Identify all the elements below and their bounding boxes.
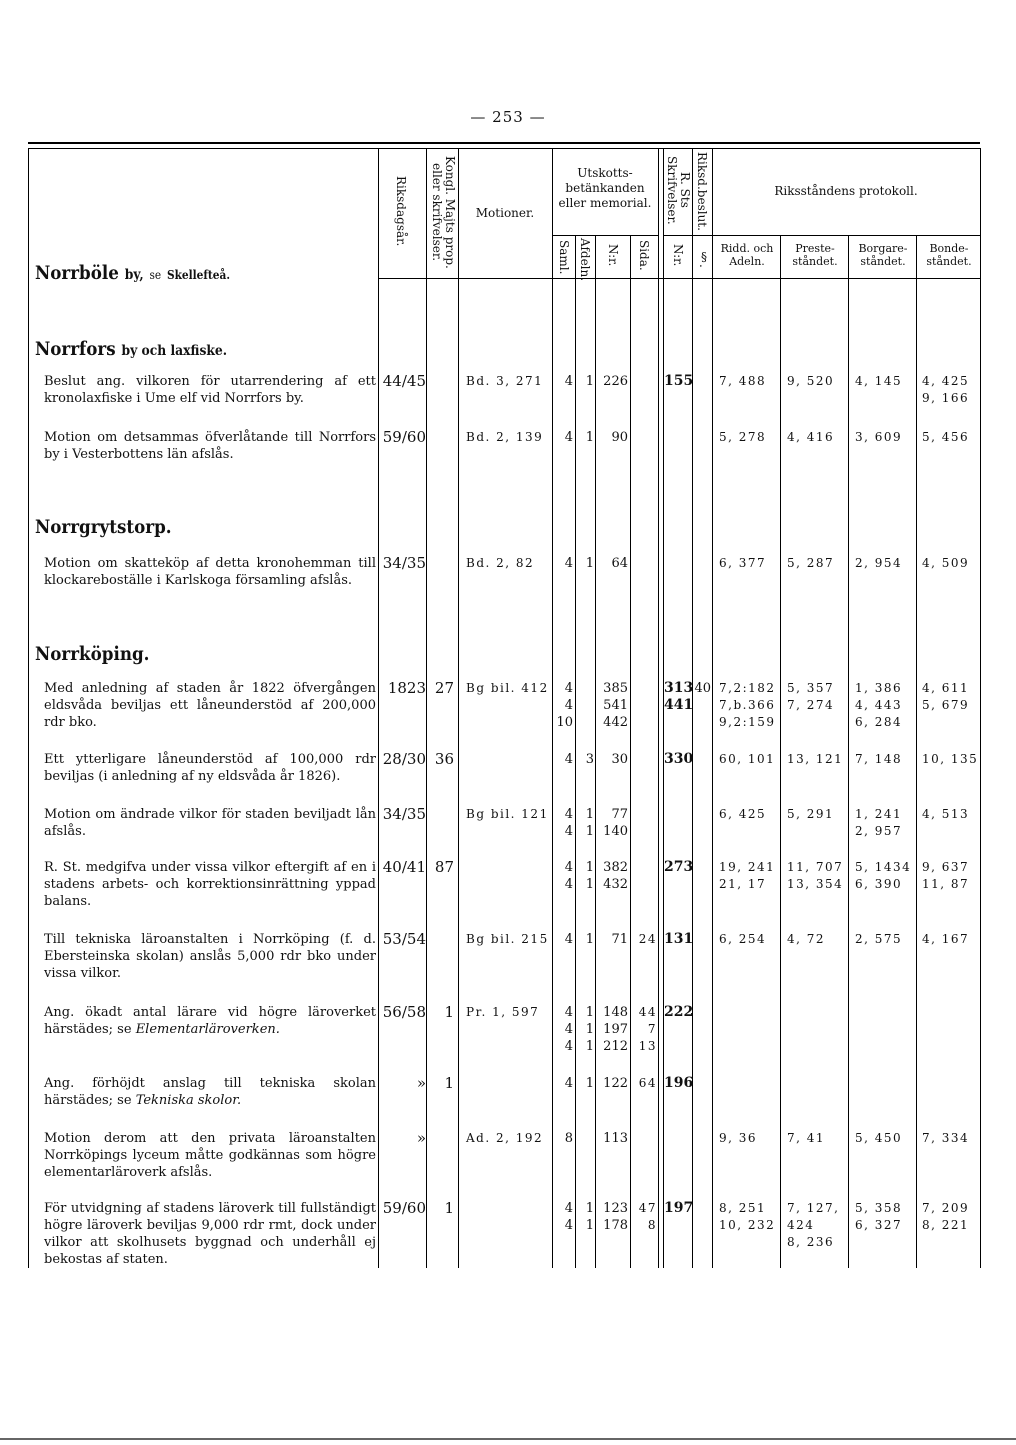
cell-prop: 1 bbox=[444, 1199, 454, 1217]
cell-nr: 123 178 bbox=[603, 1201, 628, 1233]
header-sida: Sida. bbox=[637, 240, 651, 271]
cell-nr: 71 bbox=[611, 932, 628, 947]
cell-nr: 226 bbox=[603, 374, 628, 389]
header-rsts-nr: N:r. bbox=[671, 244, 685, 267]
cell-borgare: 1, 241 2, 957 bbox=[855, 807, 903, 838]
cell-preste: 5, 291 bbox=[787, 807, 835, 821]
cell-ridd: 6, 254 bbox=[719, 932, 767, 946]
heading-norrkoping bbox=[35, 643, 150, 665]
cell-year: 59/60 bbox=[382, 428, 426, 446]
row-description-text: Ang. ökadt antal lärare vid högre läroverket härstädes; se bbox=[44, 1005, 376, 1037]
cell-year: 28/30 bbox=[382, 750, 426, 768]
heading-norrfors bbox=[35, 338, 227, 360]
cell-saml: 4 bbox=[564, 1076, 573, 1091]
cell-saml: 4 bbox=[564, 556, 573, 571]
row-description: Ett ytterligare låneunderstöd af 100,000 rdr beviljas (i anledning af ny eldsvåda år 1826). bbox=[44, 752, 376, 784]
cell-saml: 4 bbox=[564, 752, 573, 767]
cell-sida: 64 bbox=[638, 1076, 657, 1090]
cell-saml: 4 4 bbox=[564, 807, 573, 839]
cell-borgare: 4, 145 bbox=[855, 374, 903, 388]
cell-afd: 3 bbox=[585, 752, 594, 767]
cell-preste: 7, 41 bbox=[787, 1131, 826, 1145]
cell-afd: 1 1 1 bbox=[585, 1005, 594, 1054]
cell-year: 1823 bbox=[387, 679, 426, 697]
cell-bonde: 10, 135 bbox=[922, 752, 979, 766]
cell-bonde: 9, 637 11, 87 bbox=[922, 860, 970, 891]
cell-preste: 5, 357 7, 274 bbox=[787, 681, 835, 712]
cell-preste: 11, 707 13, 354 bbox=[787, 860, 844, 891]
cell-nr: 90 bbox=[611, 430, 628, 445]
page-number: — 253 — bbox=[470, 108, 546, 126]
cell-nr: 385 541 442 bbox=[603, 681, 628, 730]
row-description bbox=[44, 1004, 376, 1038]
cell-nr: 30 bbox=[611, 752, 628, 767]
cell-afd: 1 bbox=[585, 430, 594, 445]
header-ridd: Ridd. och Adeln. bbox=[720, 242, 774, 268]
cell-prop: 1 bbox=[444, 1003, 454, 1021]
cell-par: 40 bbox=[694, 681, 711, 696]
header-protokoll: Riksståndens protokoll. bbox=[774, 184, 918, 198]
cell-motion: Ad. 2, 192 bbox=[466, 1131, 544, 1145]
cell-saml: 4 bbox=[564, 374, 573, 389]
header-riksd-beslut: Riksd.beslut. bbox=[695, 152, 709, 231]
cell-skr: 273 bbox=[664, 859, 694, 875]
row-description: För utvidgning af stadens läroverk till fullständigt högre läroverk beviljas 9,000 rdr rmt, dock under vilkor att skolhusets byggnad och underhåll ej bekostas af staten. bbox=[44, 1201, 376, 1267]
cell-year: 56/58 bbox=[382, 1003, 426, 1021]
row-reference: Elementarläroverken. bbox=[135, 1022, 280, 1037]
scan-edge bbox=[0, 1438, 1016, 1440]
cell-bonde: 4, 611 5, 679 bbox=[922, 681, 970, 712]
row-description: Motion om ändrade vilkor för staden beviljadt lån afslås. bbox=[44, 807, 376, 839]
cell-ridd: 8, 251 10, 232 bbox=[719, 1201, 776, 1232]
cell-year: 40/41 bbox=[382, 858, 426, 876]
cell-sida: 44 7 13 bbox=[638, 1005, 657, 1053]
top-rule bbox=[28, 142, 980, 144]
header-nr: N:r. bbox=[606, 244, 620, 267]
cell-saml: 4 4 10 bbox=[556, 681, 573, 730]
cell-bonde: 7, 209 8, 221 bbox=[922, 1201, 970, 1232]
cell-prop: 27 bbox=[434, 679, 454, 697]
cell-year: » bbox=[416, 1129, 426, 1147]
cell-skr: 155 bbox=[664, 373, 694, 389]
header-borgare: Borgare- ståndet. bbox=[858, 242, 908, 268]
header-kongl: Kongl. Majts prop. eller skrifvelser. bbox=[430, 155, 457, 269]
header-utskotts: Utskotts- betänkanden eller memorial. bbox=[558, 166, 652, 210]
header-preste: Preste- ståndet. bbox=[792, 242, 838, 268]
heading-sub: by och laxfiske. bbox=[121, 343, 228, 359]
cell-sida: 47 8 bbox=[638, 1201, 657, 1232]
header-rsts: R. Sts Skrifvelser. bbox=[665, 155, 692, 225]
heading-sub: by, bbox=[124, 267, 144, 283]
cell-afd: 1 bbox=[585, 1076, 594, 1091]
header-saml: Saml. bbox=[557, 240, 571, 275]
cell-nr: 382 432 bbox=[603, 860, 628, 892]
row-description: Med anledning af staden år 1822 öfvergången eldsvåda beviljas ett låneunderstöd af 200,000 rdr bko. bbox=[44, 681, 376, 730]
heading-title: Norrböle bbox=[35, 262, 119, 284]
header-riksdagsar: Riksdagsår. bbox=[394, 176, 408, 247]
cell-borgare: 5, 1434 6, 390 bbox=[855, 860, 912, 891]
cell-bonde: 7, 334 bbox=[922, 1131, 970, 1145]
cell-preste: 4, 72 bbox=[787, 932, 826, 946]
cell-afd: 1 1 bbox=[585, 807, 594, 839]
cell-prop: 87 bbox=[434, 858, 454, 876]
row-description: Motion om skatteköp af detta kronohemman till klockareboställe i Karlskoga församling afslås. bbox=[44, 556, 376, 588]
cell-saml: 8 bbox=[564, 1131, 573, 1146]
cell-ridd: 7, 488 bbox=[719, 374, 767, 388]
cell-ridd: 60, 101 bbox=[719, 752, 776, 766]
header-bonde: Bonde- ståndet. bbox=[926, 242, 972, 268]
cell-prop: 36 bbox=[434, 750, 454, 768]
row-description bbox=[44, 1075, 376, 1109]
cell-ridd: 6, 425 bbox=[719, 807, 767, 821]
cell-preste: 9, 520 bbox=[787, 374, 835, 388]
heading-norrbole bbox=[35, 262, 230, 284]
cell-saml: 4 bbox=[564, 430, 573, 445]
cell-nr: 148 197 212 bbox=[603, 1005, 628, 1054]
cell-bonde: 4, 513 bbox=[922, 807, 970, 821]
cell-bonde: 5, 456 bbox=[922, 430, 970, 444]
cell-nr: 122 bbox=[603, 1076, 628, 1091]
cell-motion: Bd. 3, 271 bbox=[466, 374, 544, 388]
cell-saml: 4 bbox=[564, 932, 573, 947]
heading-see: se bbox=[149, 268, 162, 282]
row-description: Motion derom att den privata läroanstalten Norrköpings lyceum måtte godkännas som högre elementarläroverk afslås. bbox=[44, 1131, 376, 1180]
cell-year: 34/35 bbox=[382, 554, 426, 572]
cell-ridd: 9, 36 bbox=[719, 1131, 758, 1145]
cell-year: 34/35 bbox=[382, 805, 426, 823]
cell-borgare: 1, 386 4, 443 6, 284 bbox=[855, 681, 903, 729]
cell-preste: 7, 127, 424 8, 236 bbox=[787, 1201, 840, 1249]
cell-motion: Bg bil. 121 bbox=[466, 807, 549, 821]
row-description: R. St. medgifva under vissa vilkor eftergift af en i stadens arbets- och korrektionsinrättning yppad balans. bbox=[44, 860, 376, 909]
cell-skr: 131 bbox=[664, 931, 694, 947]
cell-preste: 4, 416 bbox=[787, 430, 835, 444]
cell-ridd: 6, 377 bbox=[719, 556, 767, 570]
cell-nr: 64 bbox=[611, 556, 628, 571]
cell-afd: 1 bbox=[585, 374, 594, 389]
cell-borgare: 2, 575 bbox=[855, 932, 903, 946]
cell-year: 59/60 bbox=[382, 1199, 426, 1217]
cell-skr: 330 bbox=[664, 751, 694, 767]
cell-borgare: 3, 609 bbox=[855, 430, 903, 444]
cell-year: 53/54 bbox=[382, 930, 426, 948]
cell-ridd: 5, 278 bbox=[719, 430, 767, 444]
cell-motion: Bd. 2, 82 bbox=[466, 556, 535, 570]
row-description: Motion om detsammas öfverlåtande till Norrfors by i Vesterbottens län afslås. bbox=[44, 430, 376, 462]
cell-bonde: 4, 509 bbox=[922, 556, 970, 570]
cell-afd: 1 1 bbox=[585, 1201, 594, 1233]
cell-prop: 1 bbox=[444, 1074, 454, 1092]
cell-ridd: 19, 241 21, 17 bbox=[719, 860, 776, 891]
cell-motion: Bd. 2, 139 bbox=[466, 430, 544, 444]
cell-year: 44/45 bbox=[382, 372, 426, 390]
heading-title: Norrfors bbox=[35, 338, 116, 360]
cell-year: » bbox=[416, 1074, 426, 1092]
cell-borgare: 2, 954 bbox=[855, 556, 903, 570]
cell-borgare: 5, 358 6, 327 bbox=[855, 1201, 903, 1232]
cell-motion: Bg bil. 412 bbox=[466, 681, 549, 695]
cell-afd: 1 1 bbox=[585, 860, 594, 892]
cell-preste: 5, 287 bbox=[787, 556, 835, 570]
row-reference: Tekniska skolor. bbox=[135, 1093, 242, 1108]
cell-bonde: 4, 425 9, 166 bbox=[922, 374, 970, 405]
cell-borgare: 7, 148 bbox=[855, 752, 903, 766]
cell-motion: Bg bil. 215 bbox=[466, 932, 549, 946]
cell-nr: 77 140 bbox=[603, 807, 628, 839]
cell-skr: 222 bbox=[664, 1004, 694, 1020]
heading-ref: Skellefteå. bbox=[166, 268, 231, 282]
heading-norrgrytstorp bbox=[35, 516, 172, 538]
cell-borgare: 5, 450 bbox=[855, 1131, 903, 1145]
cell-nr: 113 bbox=[603, 1131, 628, 1146]
cell-saml: 4 4 bbox=[564, 1201, 573, 1233]
cell-saml: 4 4 4 bbox=[564, 1005, 573, 1054]
heading-title: Norrgrytstorp. bbox=[35, 516, 172, 538]
cell-bonde: 4, 167 bbox=[922, 932, 970, 946]
cell-afd: 1 bbox=[585, 932, 594, 947]
cell-preste: 13, 121 bbox=[787, 752, 844, 766]
cell-afd: 1 bbox=[585, 556, 594, 571]
cell-saml: 4 4 bbox=[564, 860, 573, 892]
header-motioner: Motioner. bbox=[475, 206, 535, 220]
cell-skr: 313 441 bbox=[664, 680, 694, 713]
cell-motion: Pr. 1, 597 bbox=[466, 1005, 540, 1019]
cell-sida: 24 bbox=[638, 932, 657, 946]
header-afdeln: Afdeln. bbox=[578, 238, 592, 282]
row-description: Beslut ang. vilkoren för utarrendering af ett kronolaxfiske i Ume elf vid Norrfors by. bbox=[44, 374, 376, 406]
header-riksd-paragraph: §. bbox=[697, 250, 711, 268]
row-description: Till tekniska läroanstalten i Norrköping (f. d. Ebersteinska skolan) anslås 5,000 rdr bko under vissa vilkor. bbox=[44, 932, 376, 981]
cell-ridd: 7,2:182 7,b.366 9,2:159 bbox=[719, 681, 776, 729]
cell-skr: 197 bbox=[664, 1200, 694, 1216]
row-description-text: Ang. förhöjdt anslag till tekniska skolan härstädes; se bbox=[44, 1076, 376, 1108]
cell-skr: 196 bbox=[664, 1075, 694, 1091]
heading-title: Norrköping. bbox=[35, 643, 150, 665]
